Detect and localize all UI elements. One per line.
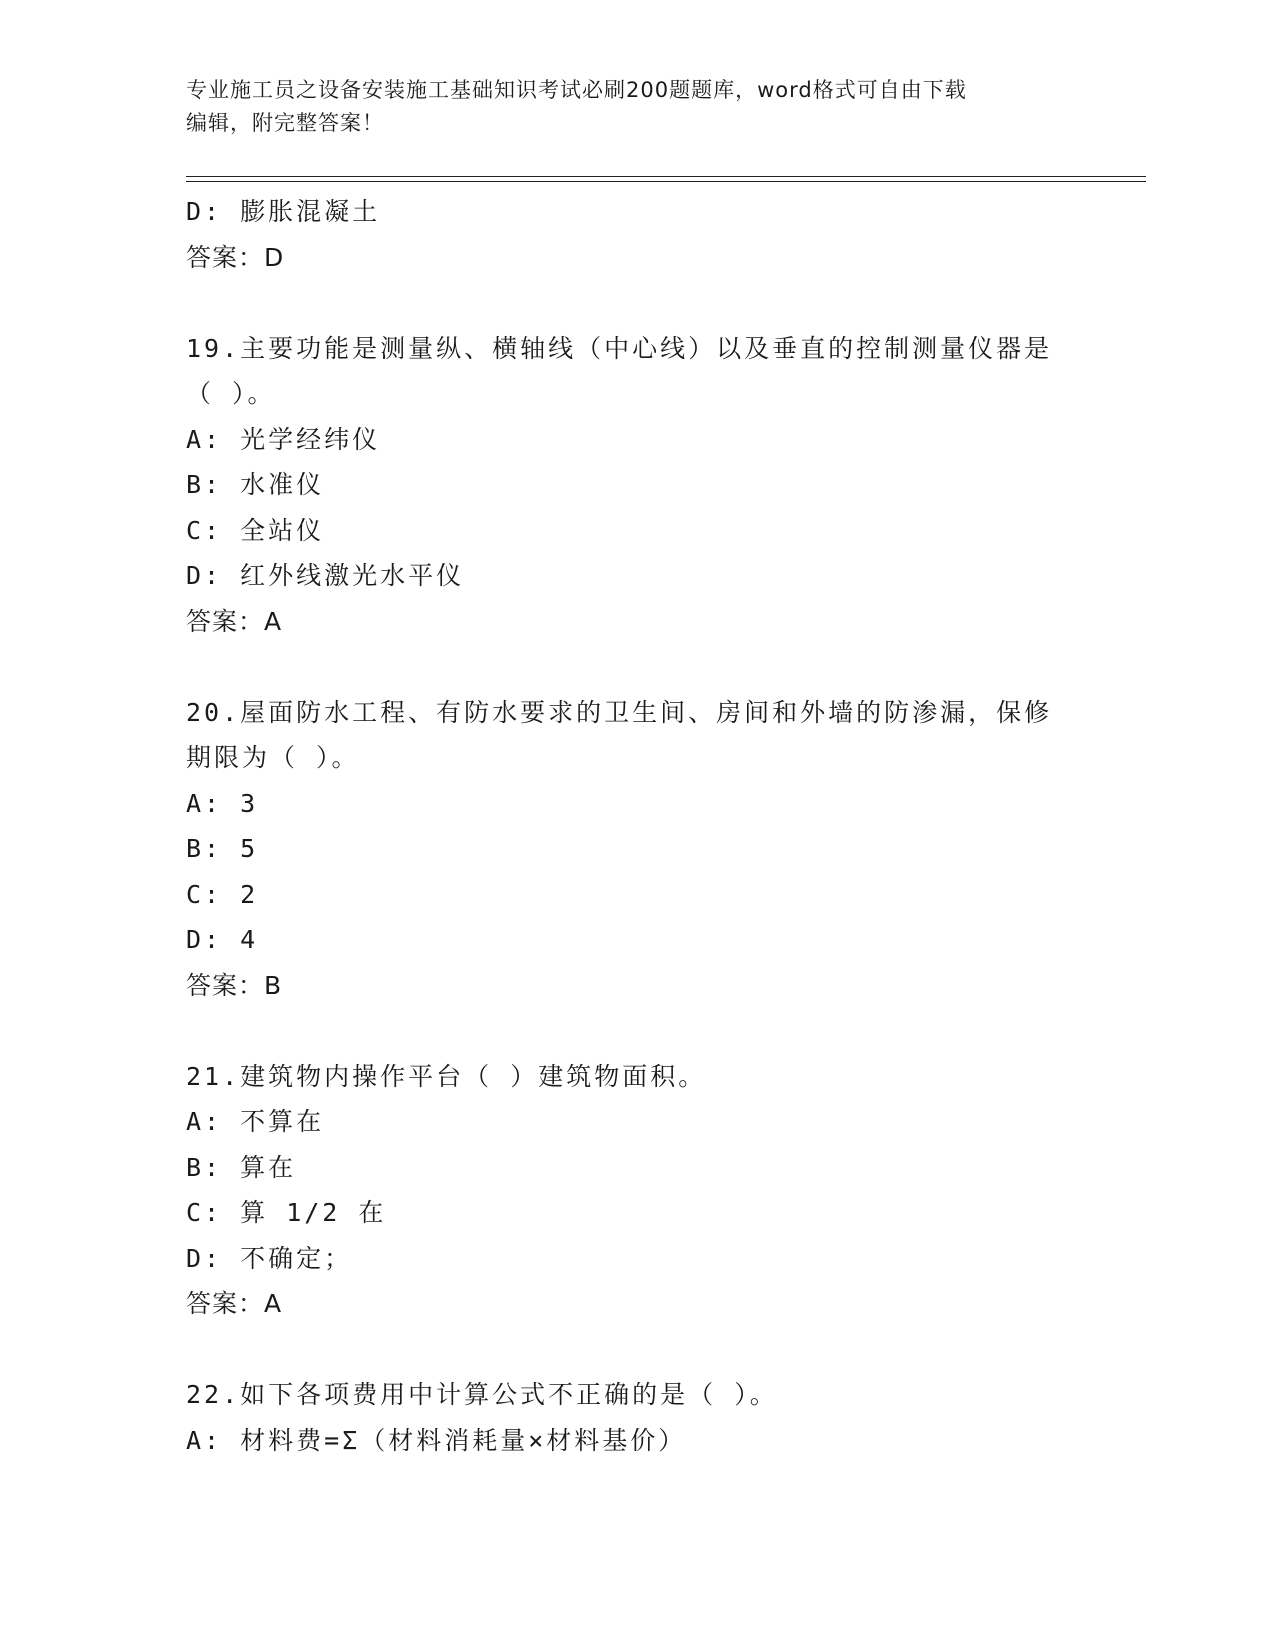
question-21-answer: 答案：A bbox=[186, 1289, 283, 1318]
question-22-option-a: A: 材料费=Σ（材料消耗量×材料基价） bbox=[186, 1425, 687, 1455]
spacer bbox=[186, 1008, 1106, 1054]
question-19-option-d: D: 红外线激光水平仪 bbox=[186, 561, 465, 590]
question-21-stem: 21.建筑物内操作平台（ ）建筑物面积。 bbox=[186, 1061, 707, 1091]
question-21-option-b: B: 算在 bbox=[186, 1152, 297, 1182]
question-21-option-a: A: 不算在 bbox=[186, 1107, 325, 1136]
document-header bbox=[186, 74, 1086, 140]
question-19-stem-line-2: （ ）。 bbox=[186, 379, 276, 408]
question-20-option-d: D: 4 bbox=[186, 925, 259, 954]
question-19-option-c: C: 全站仪 bbox=[186, 515, 325, 545]
question-22-stem: 22.如下各项费用中计算公式不正确的是（ ）。 bbox=[186, 1380, 778, 1409]
question-19-stem-line-1: 19.主要功能是测量纵、横轴线（中心线）以及垂直的控制测量仪器是 bbox=[186, 333, 1053, 363]
question-20-stem-line-2: 期限为（ ）。 bbox=[186, 743, 360, 772]
q18-answer: 答案：D bbox=[186, 242, 285, 272]
question-20-answer: 答案：B bbox=[186, 970, 283, 1000]
question-19 bbox=[186, 326, 1106, 645]
question-19-option-b: B: 水准仪 bbox=[186, 470, 325, 499]
q18-option-d: D: 膨胀混凝土 bbox=[186, 197, 381, 226]
question-21-option-c: C: 算 1/2 在 bbox=[186, 1198, 387, 1227]
question-21-option-d: D: 不确定； bbox=[186, 1243, 353, 1273]
question-content bbox=[186, 189, 1106, 1463]
question-19-answer: 答案：A bbox=[186, 606, 283, 636]
header-divider-bottom bbox=[186, 181, 1146, 182]
spacer bbox=[186, 644, 1106, 690]
spacer bbox=[186, 1327, 1106, 1373]
header-title-line-1: 专业施工员之设备安装施工基础知识考试必刷200题题库，word格式可自由下载 bbox=[186, 78, 967, 102]
header-title-line-2: 编辑，附完整答案！ bbox=[186, 111, 384, 135]
question-20-option-a: A: 3 bbox=[186, 788, 259, 818]
spacer bbox=[186, 280, 1106, 326]
question-20-stem-line-1: 20.屋面防水工程、有防水要求的卫生间、房间和外墙的防渗漏，保修 bbox=[186, 697, 1053, 727]
header-divider-top bbox=[186, 176, 1146, 177]
question-21 bbox=[186, 1054, 1106, 1327]
question-20-option-c: C: 2 bbox=[186, 879, 259, 909]
question-19-option-a: A: 光学经纬仪 bbox=[186, 424, 381, 454]
question-20 bbox=[186, 690, 1106, 1009]
question-22 bbox=[186, 1372, 1106, 1463]
question-20-option-b: B: 5 bbox=[186, 834, 259, 863]
